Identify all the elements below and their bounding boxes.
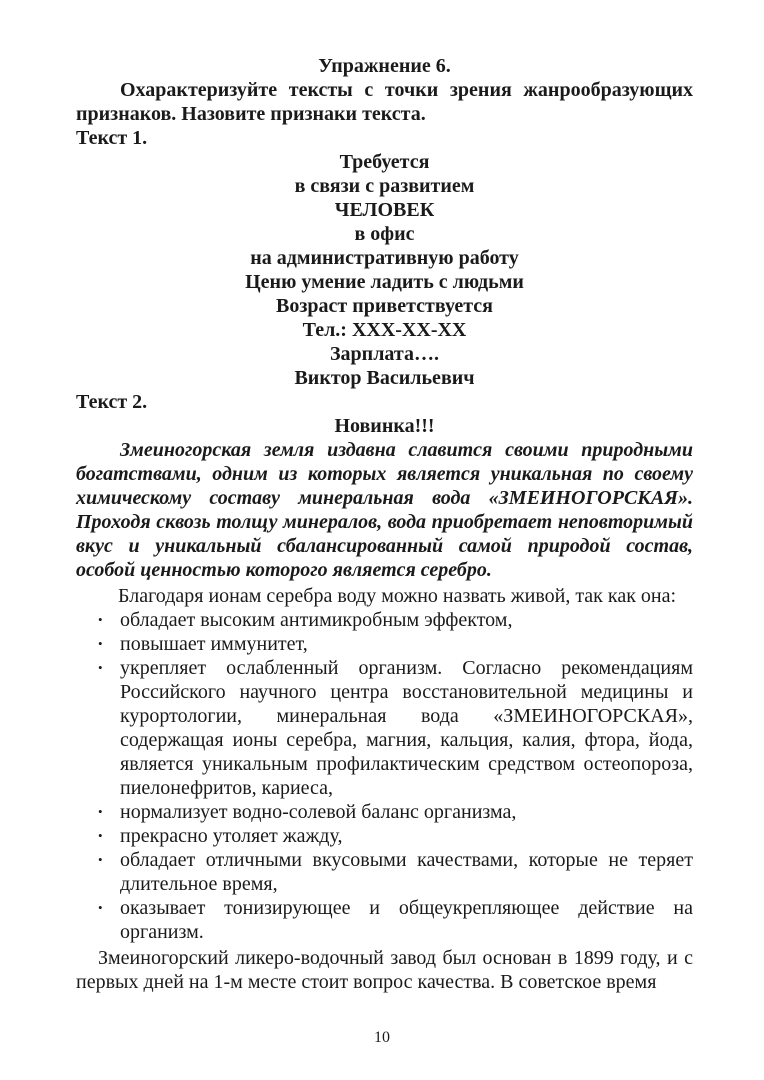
list-item-text: нормализует водно-солевой баланс организма, [120, 801, 517, 823]
bullet-icon: • [98, 804, 103, 819]
bullet-icon: • [98, 612, 103, 627]
text2-intro: Благодаря ионам серебра воду можно назвать живой, так как она: [118, 585, 677, 607]
bullet-icon: • [98, 900, 103, 915]
list-item-text: повышает иммунитет, [120, 633, 308, 655]
closing-paragraph: Змеиногорский ликеро-водочный завод был основан в 1899 году, и с первых дней на 1-м месте стоит вопрос качества. В советское время [76, 947, 693, 993]
ad-line: в офис [354, 223, 415, 245]
list-item-text: обладает высоким антимикробным эффектом, [120, 609, 513, 631]
list-item-text: укрепляет ослабленный организм. Согласно рекомендациям Российского научного центра восстановительной медицины и курортологии, минеральная вода «ЗМЕИНОГОРСКАЯ», содержащая ионы серебра, магния, кальция, калия, фтора, йода, является уникальным профилактическим средством остеопороза, пиелонефритов, кариеса, [120, 657, 693, 799]
ad-line: Требуется [339, 151, 430, 173]
list-item [76, 800, 693, 824]
list-item-text: прекрасно утоляет жажду, [120, 825, 343, 847]
bullet-icon: • [98, 660, 103, 675]
ad-line: Виктор Васильевич [294, 367, 475, 389]
list-item [76, 656, 693, 800]
bullet-icon: • [98, 852, 103, 867]
bullet-icon: • [98, 828, 103, 843]
ad-line: ЧЕЛОВЕК [334, 199, 435, 221]
list-item [76, 848, 693, 896]
exercise-task: Охарактеризуйте тексты с точки зрения жанрообразующих признаков. Назовите признаки текста. [76, 79, 693, 125]
ad-line: Возраст приветствуется [276, 295, 493, 317]
ad-line: в связи с развитием [294, 175, 475, 197]
list-item-text: обладает отличными вкусовыми качествами, которые не теряет длительное время, [120, 849, 693, 895]
ad-line: на административную работу [250, 247, 519, 269]
list-item [76, 896, 693, 944]
list-item [76, 824, 693, 848]
text2-heading: Новинка!!! [334, 415, 435, 437]
list-item-text: оказывает тонизирующее и общеукрепляющее действие на организм. [120, 897, 693, 943]
job-advertisement [76, 150, 693, 390]
ad-line: Ценю умение ладить с людьми [245, 271, 524, 293]
bullet-icon: • [98, 636, 103, 651]
exercise-title: Упражнение 6. [318, 55, 451, 77]
benefits-list [76, 608, 693, 944]
page-number: 10 [374, 1029, 390, 1046]
ad-line: Зарплата…. [330, 343, 439, 365]
list-item [76, 608, 693, 632]
ad-line: Тел.: XXX-XX-XX [302, 319, 467, 341]
text2-label: Текст 2. [76, 391, 148, 413]
text2-italic-paragraph: Змеиногорская земля издавна славится своими природными богатствами, одним из которых является уникальная по своему химическому составу минеральная вода «ЗМЕИНОГОРСКАЯ». Проходя сквозь толщу минералов, вода приобретает неповторимый вкус и уникальный сбалансированный самой природой состав, особой ценностью которого является серебро. [76, 439, 693, 581]
text1-label: Текст 1. [76, 127, 148, 149]
list-item [76, 632, 693, 656]
page-content [76, 54, 693, 994]
